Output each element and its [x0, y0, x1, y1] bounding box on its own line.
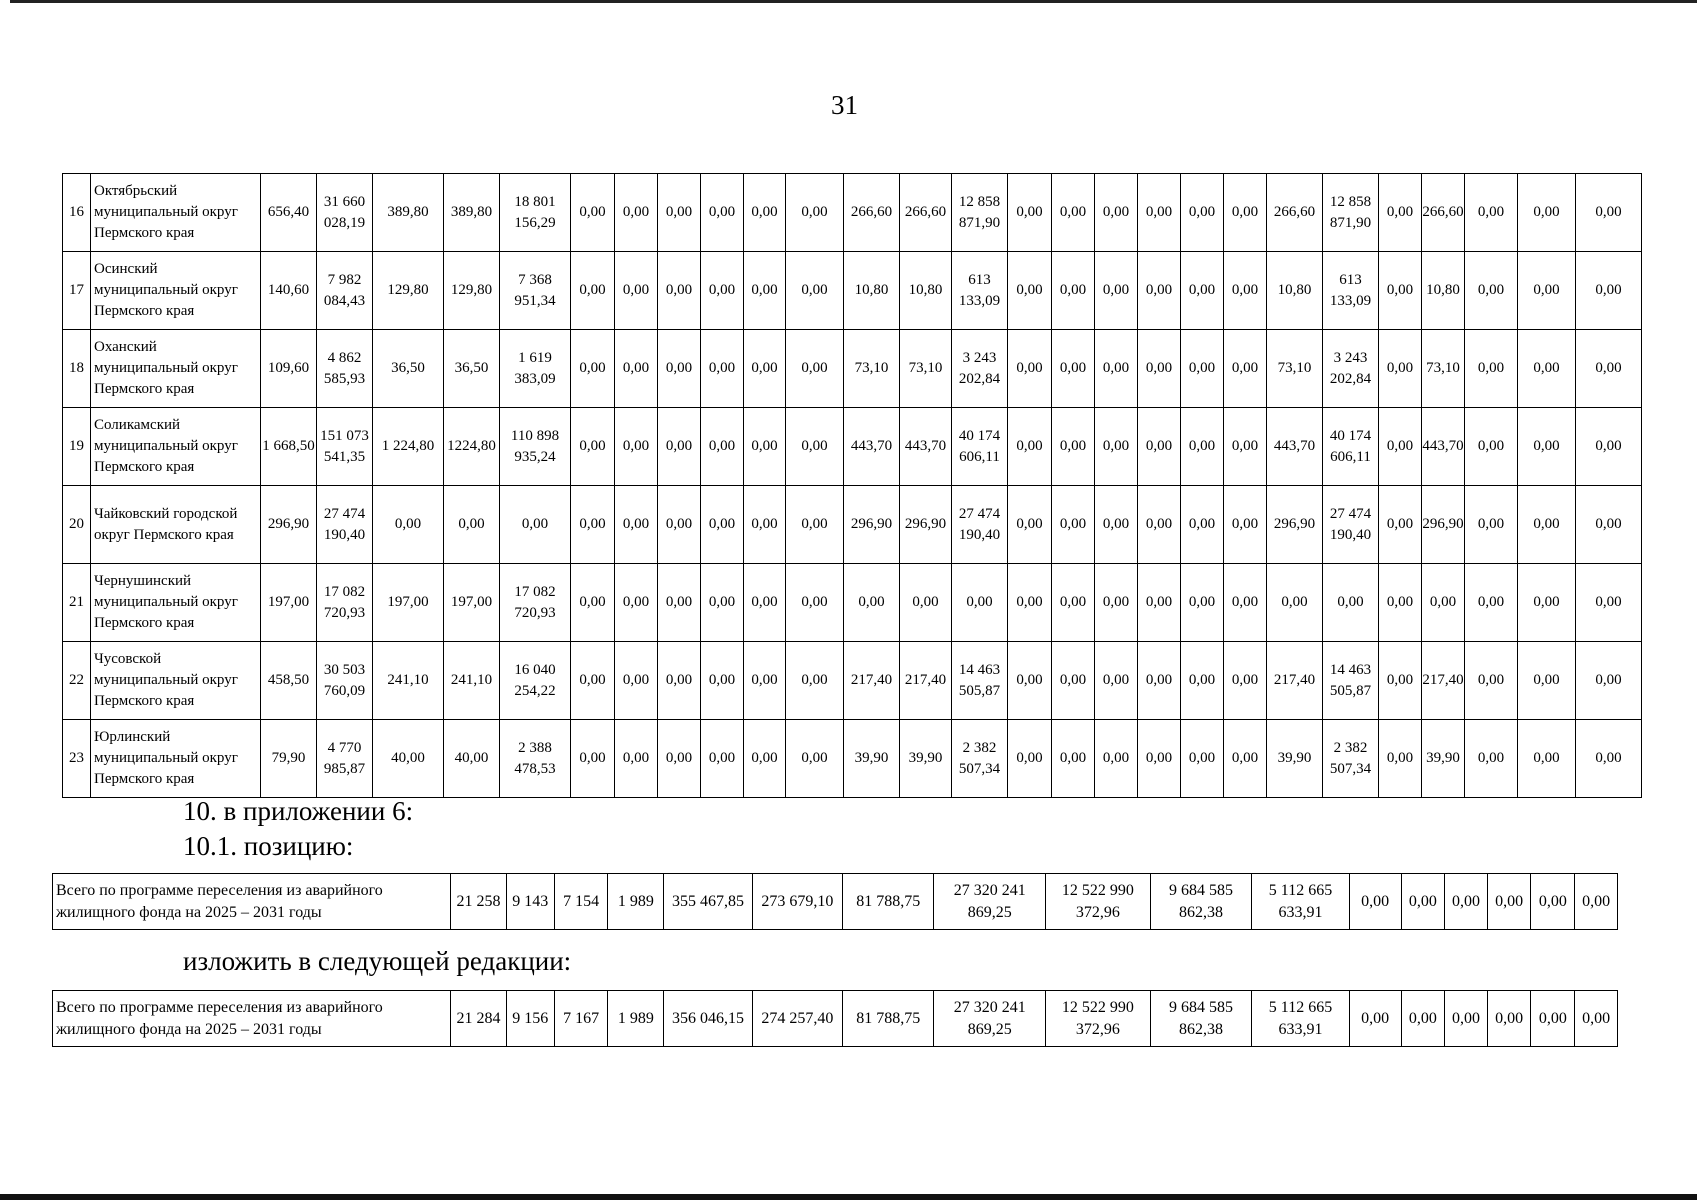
table-cell: 0,00	[571, 564, 615, 642]
table-cell: 0,00	[1465, 720, 1518, 798]
table-cell: 0,00	[1181, 252, 1224, 330]
table-cell: 0,00	[1181, 642, 1224, 720]
table-cell: 0,00	[1095, 486, 1138, 564]
table-cell: 0,00	[744, 330, 786, 408]
table-cell: 0,00	[658, 486, 701, 564]
municipality-name: Чернушинский муниципальный округ Пермского края	[91, 564, 261, 642]
section-heading: 10. в приложении 6:	[183, 796, 414, 826]
table-cell: 0,00	[844, 564, 900, 642]
table-cell: 4 770 985,87	[317, 720, 373, 798]
table-cell: 0,00	[1422, 564, 1465, 642]
table-cell: 0,00	[1379, 174, 1422, 252]
table-cell: 129,80	[444, 252, 500, 330]
table-cell: 17 082 720,93	[500, 564, 571, 642]
table-cell: 217,40	[1267, 642, 1323, 720]
table-cell: 40 174 606,11	[1323, 408, 1379, 486]
total-cell: 21 258	[451, 874, 507, 930]
total-cell: 0,00	[1445, 874, 1488, 930]
table-cell: 443,70	[1267, 408, 1323, 486]
table-cell: 3 243 202,84	[952, 330, 1008, 408]
table-cell: 0,00	[1095, 330, 1138, 408]
table-cell: 197,00	[373, 564, 444, 642]
table-cell: 0,00	[1181, 486, 1224, 564]
table-cell: 217,40	[900, 642, 952, 720]
table-cell: 151 073 541,35	[317, 408, 373, 486]
table-cell: 0,00	[1518, 174, 1576, 252]
table-cell: 0,00	[1379, 408, 1422, 486]
total-cell: 0,00	[1349, 991, 1401, 1047]
table-cell: 0,00	[1095, 720, 1138, 798]
table-cell: 0,00	[615, 252, 658, 330]
table-cell: 73,10	[1422, 330, 1465, 408]
table-cell: 109,60	[261, 330, 317, 408]
table-cell: 0,00	[1138, 252, 1181, 330]
table-cell: 0,00	[786, 330, 844, 408]
table-cell: 10,80	[844, 252, 900, 330]
total-row-new	[53, 991, 1618, 1047]
table-row	[63, 564, 1642, 642]
table-cell: 0,00	[1518, 330, 1576, 408]
table-cell: 613 133,09	[1323, 252, 1379, 330]
table-cell: 0,00	[1095, 174, 1138, 252]
table-cell: 0,00	[1224, 330, 1267, 408]
table-cell: 0,00	[1052, 720, 1095, 798]
table-cell: 4 862 585,93	[317, 330, 373, 408]
table-cell: 266,60	[900, 174, 952, 252]
table-cell: 0,00	[615, 486, 658, 564]
scan-bottom-edge	[0, 1194, 1697, 1200]
table-cell: 73,10	[844, 330, 900, 408]
total-cell: 0,00	[1575, 874, 1618, 930]
table-cell: 0,00	[1518, 252, 1576, 330]
table-row	[63, 486, 1642, 564]
table-cell: 0,00	[1518, 642, 1576, 720]
table-cell: 40,00	[373, 720, 444, 798]
total-cell: 0,00	[1445, 991, 1488, 1047]
table-cell: 0,00	[571, 720, 615, 798]
municipality-name: Соликамский муниципальный округ Пермского края	[91, 408, 261, 486]
table-cell: 0,00	[1224, 564, 1267, 642]
table-cell: 73,10	[1267, 330, 1323, 408]
municipality-name: Чайковский городской округ Пермского края	[91, 486, 261, 564]
table-cell: 0,00	[1138, 486, 1181, 564]
table-cell: 443,70	[900, 408, 952, 486]
table-cell: 0,00	[615, 564, 658, 642]
total-cell: 81 788,75	[843, 874, 934, 930]
total-cell: 0,00	[1575, 991, 1618, 1047]
table-cell: 110 898 935,24	[500, 408, 571, 486]
table-cell: 0,00	[1008, 486, 1052, 564]
table-cell: 241,10	[444, 642, 500, 720]
table-cell: 0,00	[1224, 252, 1267, 330]
table-cell: 266,60	[844, 174, 900, 252]
table-cell: 0,00	[1465, 408, 1518, 486]
table-cell: 0,00	[1138, 720, 1181, 798]
municipality-name: Чусовской муниципальный округ Пермского края	[91, 642, 261, 720]
total-cell: 81 788,75	[843, 991, 934, 1047]
table-cell: 0,00	[786, 564, 844, 642]
table-cell: 0,00	[1576, 486, 1642, 564]
scan-top-edge	[10, 0, 1697, 3]
table-cell: 0,00	[786, 642, 844, 720]
table-cell: 0,00	[1465, 330, 1518, 408]
municipality-name: Октябрьский муниципальный округ Пермского края	[91, 174, 261, 252]
table-cell: 40,00	[444, 720, 500, 798]
row-number: 17	[63, 252, 91, 330]
table-cell: 0,00	[1576, 174, 1642, 252]
total-cell: 27 320 241 869,25	[934, 991, 1046, 1047]
total-cell: 1 989	[608, 991, 664, 1047]
table-cell: 0,00	[1008, 564, 1052, 642]
table-cell: 0,00	[1052, 564, 1095, 642]
table-cell: 0,00	[571, 642, 615, 720]
table-cell: 0,00	[1008, 720, 1052, 798]
total-cell: 274 257,40	[752, 991, 842, 1047]
table-cell: 0,00	[1465, 174, 1518, 252]
table-cell: 0,00	[1052, 252, 1095, 330]
table-cell: 0,00	[744, 486, 786, 564]
table-cell: 0,00	[1518, 564, 1576, 642]
table-cell: 0,00	[1576, 564, 1642, 642]
table-cell: 7 368 951,34	[500, 252, 571, 330]
total-cell: 0,00	[1531, 874, 1575, 930]
table-cell: 0,00	[1576, 642, 1642, 720]
total-cell: 21 284	[451, 991, 507, 1047]
table-cell: 0,00	[744, 720, 786, 798]
row-number: 18	[63, 330, 91, 408]
table-cell: 0,00	[615, 174, 658, 252]
municipalities-table	[62, 173, 1642, 798]
table-cell: 389,80	[373, 174, 444, 252]
table-cell: 0,00	[1052, 330, 1095, 408]
municipality-name: Юрлинский муниципальный округ Пермского края	[91, 720, 261, 798]
total-label: Всего по программе переселения из аварийного жилищного фонда на 2025 – 2031 годы	[53, 874, 451, 930]
total-cell: 7 154	[554, 874, 608, 930]
table-cell: 0,00	[658, 720, 701, 798]
total-cell: 7 167	[554, 991, 608, 1047]
table-cell: 0,00	[1008, 252, 1052, 330]
table-cell: 0,00	[1576, 408, 1642, 486]
table-cell: 443,70	[844, 408, 900, 486]
table-cell: 0,00	[1008, 408, 1052, 486]
table-cell: 0,00	[1518, 486, 1576, 564]
table-cell: 14 463 505,87	[952, 642, 1008, 720]
table-cell: 0,00	[615, 408, 658, 486]
row-number: 19	[63, 408, 91, 486]
table-cell: 613 133,09	[952, 252, 1008, 330]
table-cell: 389,80	[444, 174, 500, 252]
table-cell: 0,00	[571, 174, 615, 252]
table-cell: 14 463 505,87	[1323, 642, 1379, 720]
table-row	[63, 720, 1642, 798]
total-cell: 9 156	[506, 991, 554, 1047]
table-cell: 0,00	[658, 330, 701, 408]
table-cell: 0,00	[1181, 408, 1224, 486]
table-cell: 0,00	[571, 408, 615, 486]
table-cell: 1 224,80	[373, 408, 444, 486]
table-row	[63, 330, 1642, 408]
total-table-new	[52, 990, 1618, 1047]
table-cell: 0,00	[1052, 642, 1095, 720]
table-cell: 18 801 156,29	[500, 174, 571, 252]
table-cell: 12 858 871,90	[952, 174, 1008, 252]
table-cell: 0,00	[1465, 564, 1518, 642]
table-cell: 0,00	[500, 486, 571, 564]
table-cell: 0,00	[1095, 252, 1138, 330]
total-cell: 356 046,15	[664, 991, 752, 1047]
table-cell: 0,00	[744, 642, 786, 720]
table-cell: 0,00	[1052, 486, 1095, 564]
table-row	[63, 252, 1642, 330]
row-number: 23	[63, 720, 91, 798]
row-number: 20	[63, 486, 91, 564]
total-cell: 1 989	[608, 874, 664, 930]
table-cell: 0,00	[658, 564, 701, 642]
table-cell: 0,00	[900, 564, 952, 642]
table-cell: 140,60	[261, 252, 317, 330]
table-cell: 217,40	[844, 642, 900, 720]
table-cell: 27 474 190,40	[952, 486, 1008, 564]
table-cell: 0,00	[1095, 642, 1138, 720]
revision-heading: изложить в следующей редакции:	[183, 946, 572, 976]
table-cell: 3 243 202,84	[1323, 330, 1379, 408]
table-cell: 1 619 383,09	[500, 330, 571, 408]
total-cell: 9 684 585 862,38	[1150, 874, 1252, 930]
table-cell: 0,00	[1224, 408, 1267, 486]
table-cell: 12 858 871,90	[1323, 174, 1379, 252]
table-cell: 296,90	[900, 486, 952, 564]
table-cell: 0,00	[571, 252, 615, 330]
table-cell: 27 474 190,40	[1323, 486, 1379, 564]
table-cell: 73,10	[900, 330, 952, 408]
table-cell: 0,00	[744, 564, 786, 642]
table-cell: 197,00	[444, 564, 500, 642]
table-cell: 0,00	[701, 642, 744, 720]
table-cell: 0,00	[1379, 564, 1422, 642]
table-cell: 0,00	[1008, 330, 1052, 408]
table-cell: 296,90	[844, 486, 900, 564]
table-cell: 0,00	[1379, 720, 1422, 798]
table-cell: 0,00	[1518, 408, 1576, 486]
table-cell: 1224,80	[444, 408, 500, 486]
table-cell: 0,00	[1576, 330, 1642, 408]
row-number: 22	[63, 642, 91, 720]
table-cell: 0,00	[1267, 564, 1323, 642]
total-cell: 0,00	[1487, 991, 1531, 1047]
table-cell: 0,00	[1181, 174, 1224, 252]
total-cell: 0,00	[1349, 874, 1401, 930]
table-cell: 0,00	[615, 642, 658, 720]
table-cell: 17 082 720,93	[317, 564, 373, 642]
table-cell: 458,50	[261, 642, 317, 720]
table-cell: 0,00	[1465, 642, 1518, 720]
table-cell: 0,00	[1465, 252, 1518, 330]
table-cell: 0,00	[786, 720, 844, 798]
table-cell: 0,00	[786, 408, 844, 486]
table-cell: 0,00	[1052, 408, 1095, 486]
page-number: 31	[831, 90, 858, 120]
table-cell: 0,00	[1138, 330, 1181, 408]
table-cell: 0,00	[1181, 564, 1224, 642]
table-cell: 197,00	[261, 564, 317, 642]
table-cell: 0,00	[1518, 720, 1576, 798]
total-cell: 9 684 585 862,38	[1150, 991, 1252, 1047]
table-cell: 296,90	[1422, 486, 1465, 564]
table-cell: 0,00	[1379, 486, 1422, 564]
table-cell: 0,00	[658, 252, 701, 330]
table-cell: 16 040 254,22	[500, 642, 571, 720]
table-cell: 0,00	[1138, 408, 1181, 486]
table-cell: 0,00	[571, 486, 615, 564]
table-cell: 0,00	[1224, 642, 1267, 720]
table-cell: 0,00	[701, 174, 744, 252]
table-cell: 0,00	[1095, 408, 1138, 486]
table-cell: 2 388 478,53	[500, 720, 571, 798]
table-row	[63, 408, 1642, 486]
table-cell: 0,00	[701, 408, 744, 486]
table-cell: 40 174 606,11	[952, 408, 1008, 486]
table-cell: 0,00	[658, 642, 701, 720]
table-cell: 10,80	[1267, 252, 1323, 330]
total-row-old	[53, 874, 1618, 930]
table-cell: 0,00	[1138, 642, 1181, 720]
total-cell: 0,00	[1487, 874, 1531, 930]
table-cell: 0,00	[1008, 174, 1052, 252]
table-cell: 0,00	[786, 252, 844, 330]
table-cell: 27 474 190,40	[317, 486, 373, 564]
table-cell: 0,00	[1379, 252, 1422, 330]
table-cell: 0,00	[701, 330, 744, 408]
subsection-heading: 10.1. позицию:	[183, 831, 354, 861]
table-cell: 31 660 028,19	[317, 174, 373, 252]
total-cell: 27 320 241 869,25	[934, 874, 1046, 930]
total-cell: 0,00	[1531, 991, 1575, 1047]
table-cell: 10,80	[1422, 252, 1465, 330]
table-cell: 443,70	[1422, 408, 1465, 486]
table-cell: 0,00	[744, 174, 786, 252]
table-cell: 0,00	[952, 564, 1008, 642]
table-cell: 0,00	[1138, 174, 1181, 252]
table-cell: 39,90	[844, 720, 900, 798]
table-cell: 0,00	[1224, 486, 1267, 564]
table-cell: 0,00	[1465, 486, 1518, 564]
table-cell: 266,60	[1422, 174, 1465, 252]
table-row	[63, 174, 1642, 252]
total-cell: 273 679,10	[752, 874, 842, 930]
table-cell: 0,00	[744, 408, 786, 486]
table-cell: 0,00	[1052, 174, 1095, 252]
table-cell: 0,00	[615, 330, 658, 408]
table-cell: 217,40	[1422, 642, 1465, 720]
total-cell: 9 143	[506, 874, 554, 930]
table-cell: 0,00	[658, 408, 701, 486]
table-cell: 0,00	[1323, 564, 1379, 642]
table-cell: 0,00	[571, 330, 615, 408]
table-cell: 30 503 760,09	[317, 642, 373, 720]
table-cell: 0,00	[1224, 720, 1267, 798]
table-cell: 36,50	[444, 330, 500, 408]
total-cell: 5 112 665 633,91	[1252, 874, 1349, 930]
table-cell: 0,00	[1095, 564, 1138, 642]
table-cell: 0,00	[373, 486, 444, 564]
table-cell: 0,00	[1224, 174, 1267, 252]
table-cell: 0,00	[1379, 642, 1422, 720]
table-cell: 39,90	[900, 720, 952, 798]
table-cell: 0,00	[1181, 330, 1224, 408]
table-cell: 0,00	[1576, 252, 1642, 330]
table-cell: 36,50	[373, 330, 444, 408]
table-cell: 0,00	[744, 252, 786, 330]
total-cell: 5 112 665 633,91	[1252, 991, 1349, 1047]
table-cell: 0,00	[658, 174, 701, 252]
table-cell: 0,00	[786, 174, 844, 252]
total-cell: 355 467,85	[664, 874, 752, 930]
total-label: Всего по программе переселения из аварийного жилищного фонда на 2025 – 2031 годы	[53, 991, 451, 1047]
municipality-name: Осинский муниципальный округ Пермского края	[91, 252, 261, 330]
table-cell: 10,80	[900, 252, 952, 330]
table-cell: 0,00	[701, 486, 744, 564]
table-cell: 0,00	[1576, 720, 1642, 798]
table-cell: 296,90	[1267, 486, 1323, 564]
table-cell: 129,80	[373, 252, 444, 330]
table-cell: 0,00	[1138, 564, 1181, 642]
table-cell: 39,90	[1267, 720, 1323, 798]
table-row	[63, 642, 1642, 720]
total-cell: 0,00	[1401, 874, 1445, 930]
row-number: 21	[63, 564, 91, 642]
table-cell: 0,00	[701, 564, 744, 642]
row-number: 16	[63, 174, 91, 252]
table-cell: 7 982 084,43	[317, 252, 373, 330]
table-cell: 0,00	[701, 252, 744, 330]
total-cell: 12 522 990 372,96	[1046, 991, 1151, 1047]
table-cell: 0,00	[701, 720, 744, 798]
table-cell: 39,90	[1422, 720, 1465, 798]
table-cell: 2 382 507,34	[1323, 720, 1379, 798]
table-cell: 296,90	[261, 486, 317, 564]
total-cell: 12 522 990 372,96	[1046, 874, 1151, 930]
table-cell: 2 382 507,34	[952, 720, 1008, 798]
total-table-old	[52, 873, 1618, 930]
table-cell: 0,00	[1379, 330, 1422, 408]
table-cell: 266,60	[1267, 174, 1323, 252]
table-cell: 0,00	[444, 486, 500, 564]
total-cell: 0,00	[1401, 991, 1445, 1047]
table-cell: 656,40	[261, 174, 317, 252]
table-cell: 0,00	[1008, 642, 1052, 720]
table-cell: 79,90	[261, 720, 317, 798]
table-cell: 0,00	[786, 486, 844, 564]
table-cell: 1 668,50	[261, 408, 317, 486]
table-cell: 0,00	[615, 720, 658, 798]
table-cell: 0,00	[1181, 720, 1224, 798]
municipality-name: Оханский муниципальный округ Пермского края	[91, 330, 261, 408]
table-cell: 241,10	[373, 642, 444, 720]
